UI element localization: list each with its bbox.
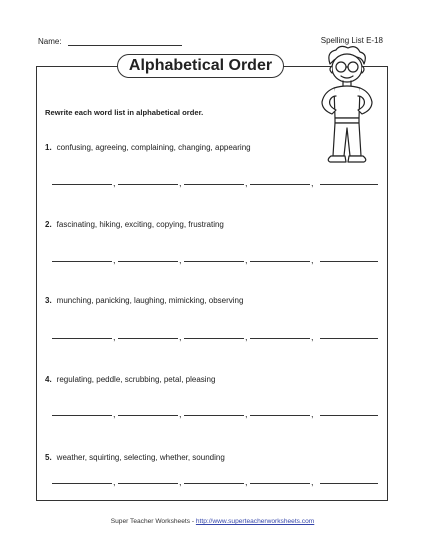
- answer-blank[interactable]: [250, 338, 310, 339]
- footer-separator: -: [190, 518, 196, 525]
- question-words: regulating, peddle, scrubbing, petal, pleasing: [56, 375, 216, 384]
- answer-blank[interactable]: [184, 261, 244, 262]
- comma-separator: ,: [179, 409, 182, 419]
- answer-row-3: [52, 329, 380, 342]
- instructions-text: Rewrite each word list in alphabetical order.: [45, 108, 204, 117]
- comma-separator: ,: [113, 477, 116, 487]
- answer-blank[interactable]: [184, 338, 244, 339]
- question-number: 3.: [45, 296, 52, 305]
- name-input-line[interactable]: [68, 36, 182, 46]
- answer-blank[interactable]: [118, 338, 178, 339]
- footer-url-link[interactable]: http://www.superteacherworksheets.com: [195, 518, 315, 525]
- answer-blank[interactable]: [250, 261, 310, 262]
- question-number: 1.: [45, 143, 52, 152]
- question-words: fascinating, hiking, exciting, copying, frustrating: [56, 220, 224, 229]
- comma-separator: ,: [311, 409, 314, 419]
- question-5: [45, 453, 225, 462]
- comma-separator: ,: [311, 332, 314, 342]
- question-words: munching, panicking, laughing, mimicking, observing: [56, 296, 244, 305]
- answer-row-2: [52, 252, 380, 265]
- answer-blank[interactable]: [320, 184, 378, 185]
- question-1: [45, 143, 251, 152]
- comma-separator: ,: [245, 255, 248, 265]
- answer-blank[interactable]: [320, 483, 378, 484]
- answer-blank[interactable]: [118, 261, 178, 262]
- answer-blank[interactable]: [320, 415, 378, 416]
- comma-separator: ,: [245, 332, 248, 342]
- question-words: weather, squirting, selecting, whether, sounding: [56, 453, 225, 462]
- answer-blank[interactable]: [184, 483, 244, 484]
- answer-row-1: [52, 175, 380, 188]
- answer-blank[interactable]: [250, 415, 310, 416]
- comma-separator: ,: [113, 178, 116, 188]
- answer-blank[interactable]: [250, 483, 310, 484]
- comma-separator: ,: [245, 409, 248, 419]
- spelling-list-label: Spelling List E-18: [320, 36, 383, 45]
- answer-blank[interactable]: [184, 184, 244, 185]
- comma-separator: ,: [113, 255, 116, 265]
- comma-separator: ,: [311, 477, 314, 487]
- question-number: 5.: [45, 453, 52, 462]
- question-2: [45, 220, 224, 229]
- answer-blank[interactable]: [52, 415, 112, 416]
- footer: [0, 518, 425, 525]
- answer-blank[interactable]: [52, 483, 112, 484]
- comma-separator: ,: [245, 178, 248, 188]
- answer-blank[interactable]: [52, 338, 112, 339]
- answer-row-4: [52, 406, 380, 419]
- question-number: 4.: [45, 375, 52, 384]
- comma-separator: ,: [311, 255, 314, 265]
- comma-separator: ,: [113, 409, 116, 419]
- question-4: [45, 375, 215, 384]
- answer-row-5: [52, 474, 380, 487]
- worksheet-title: Alphabetical Order: [117, 54, 284, 78]
- answer-blank[interactable]: [184, 415, 244, 416]
- comma-separator: ,: [179, 178, 182, 188]
- comma-separator: ,: [113, 332, 116, 342]
- answer-blank[interactable]: [320, 338, 378, 339]
- question-number: 2.: [45, 220, 52, 229]
- comma-separator: ,: [245, 477, 248, 487]
- comma-separator: ,: [311, 178, 314, 188]
- footer-brand: Super Teacher Worksheets: [110, 518, 191, 525]
- question-words: confusing, agreeing, complaining, changing, appearing: [56, 143, 251, 152]
- answer-blank[interactable]: [118, 415, 178, 416]
- answer-blank[interactable]: [118, 483, 178, 484]
- comma-separator: ,: [179, 255, 182, 265]
- answer-blank[interactable]: [250, 184, 310, 185]
- name-label: Name:: [38, 37, 62, 46]
- answer-blank[interactable]: [52, 261, 112, 262]
- answer-blank[interactable]: [320, 261, 378, 262]
- cartoon-boy-icon: [312, 44, 380, 166]
- name-field-row: [38, 36, 182, 46]
- comma-separator: ,: [179, 332, 182, 342]
- answer-blank[interactable]: [52, 184, 112, 185]
- question-3: [45, 296, 243, 305]
- comma-separator: ,: [179, 477, 182, 487]
- answer-blank[interactable]: [118, 184, 178, 185]
